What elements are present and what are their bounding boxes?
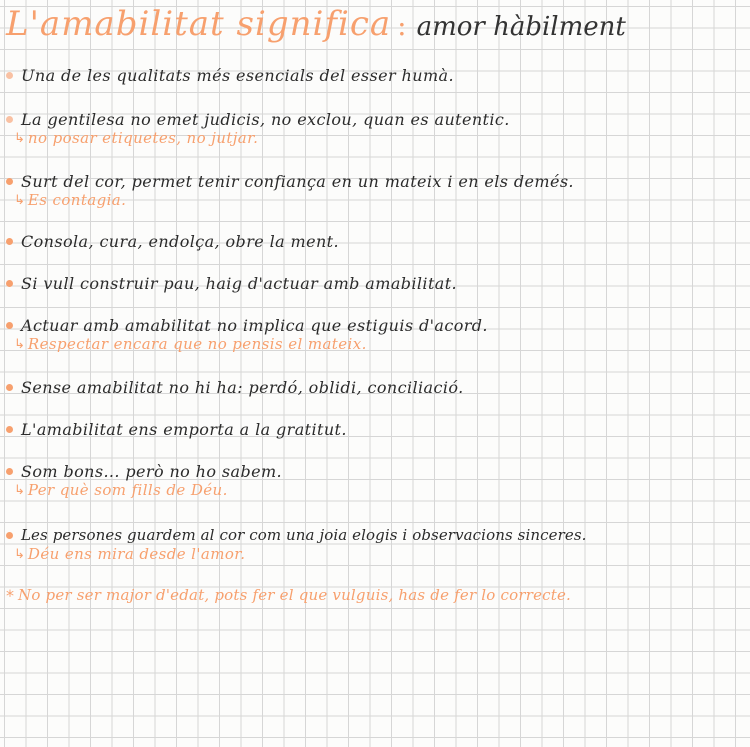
title-subtitle: amor hàbilment xyxy=(416,12,626,42)
list-item xyxy=(6,314,488,354)
title-colon: : xyxy=(397,9,407,42)
bullet-icon xyxy=(6,280,13,287)
item-text: Sense amabilitat no hi ha: perdó, oblidi, conciliació. xyxy=(21,377,464,397)
list-item xyxy=(6,376,464,398)
list-item xyxy=(6,230,339,252)
item-note: Respectar encara que no pensis el mateix. xyxy=(27,335,367,353)
bullet-icon xyxy=(6,468,13,475)
item-text: Una de les qualitats més esencials del esser humà. xyxy=(21,65,454,85)
asterisk-icon: * xyxy=(6,585,14,605)
bullet-icon xyxy=(6,384,13,391)
item-note: Déu ens mira desde l'amor. xyxy=(27,545,246,563)
item-text: Les persones guardem al cor com una joia elogis i observacions sinceres. xyxy=(21,526,587,544)
item-note: Es contagia. xyxy=(27,191,127,209)
bullet-icon xyxy=(6,178,13,185)
curved-arrow-icon: ↳ xyxy=(14,336,25,352)
bullet-icon xyxy=(6,532,13,539)
item-note: Per què som fills de Déu. xyxy=(27,481,228,499)
list-item xyxy=(6,170,574,210)
item-text: Actuar amb amabilitat no implica que estiguis d'acord. xyxy=(21,315,488,335)
final-note-text: No per ser major d'edat, pots fer el que vulguis, has de fer lo correcte. xyxy=(18,586,572,604)
list-item xyxy=(6,64,454,86)
curved-arrow-icon: ↳ xyxy=(14,482,25,498)
list-item xyxy=(6,418,347,440)
curved-arrow-icon: ↳ xyxy=(14,130,25,146)
item-text: L'amabilitat ens emporta a la gratitut. xyxy=(21,419,347,439)
list-item xyxy=(6,272,457,294)
list-item xyxy=(6,460,282,500)
item-text: Surt del cor, permet tenir confiança en un mateix i en els demés. xyxy=(21,171,574,191)
item-text: Si vull construir pau, haig d'actuar amb amabilitat. xyxy=(21,273,458,293)
list-item xyxy=(6,524,587,564)
list-item xyxy=(6,108,510,148)
bullet-icon xyxy=(6,116,13,123)
item-note: no posar etiquetes, no jutjar. xyxy=(27,129,259,147)
bullet-icon xyxy=(6,322,13,329)
final-note xyxy=(6,584,571,606)
item-text: La gentilesa no emet judicis, no exclou, quan es autentic. xyxy=(21,109,510,129)
bullet-icon xyxy=(6,426,13,433)
curved-arrow-icon: ↳ xyxy=(14,546,25,562)
curved-arrow-icon: ↳ xyxy=(14,192,25,208)
title-main: L'amabilitat significa xyxy=(6,4,392,44)
item-text: Som bons... però no ho sabem. xyxy=(21,461,283,481)
bullet-icon xyxy=(6,72,13,79)
item-text: Consola, cura, endolça, obre la ment. xyxy=(21,231,339,251)
page-title xyxy=(6,4,626,48)
bullet-icon xyxy=(6,238,13,245)
